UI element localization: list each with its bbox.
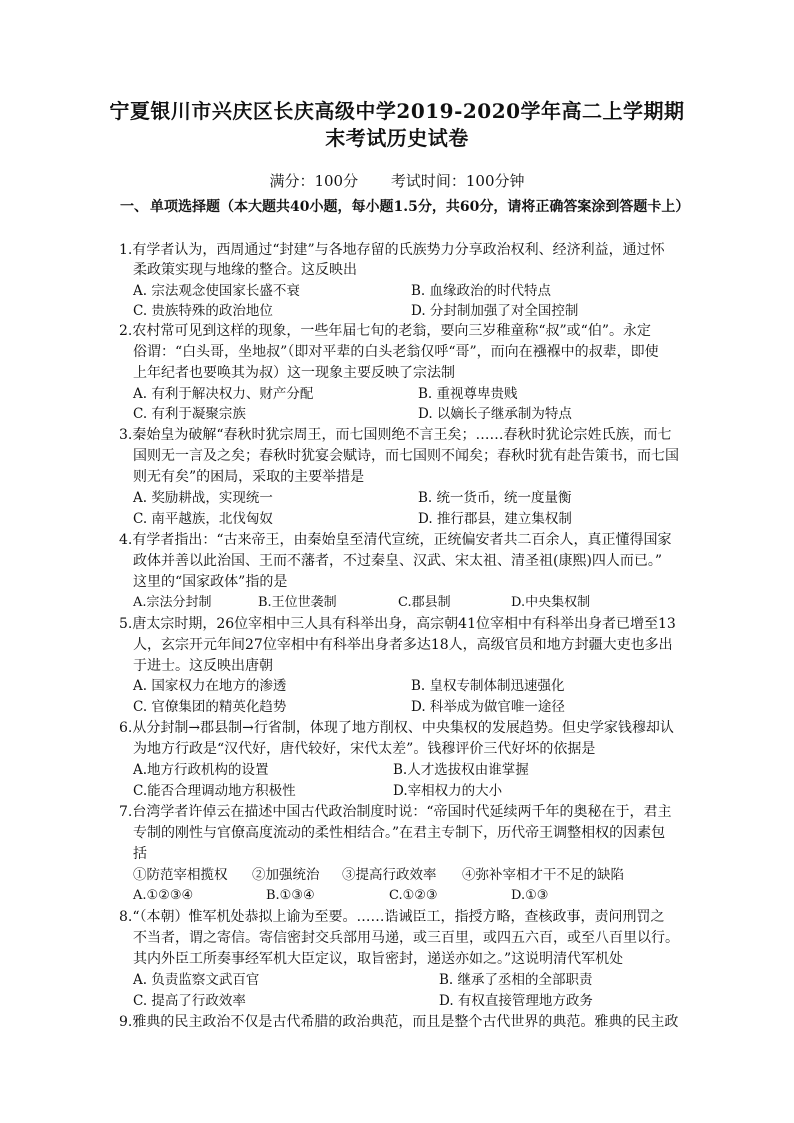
question-3-line3: 则无有矣”的困局，采取的主要举措是 bbox=[133, 469, 365, 485]
question-4-option-b: B.王位世袭制 bbox=[258, 595, 337, 610]
question-2-line3: 上年纪者也要唤其为叔）这一现象主要反映了宗法制 bbox=[133, 365, 455, 381]
question-2-line1: 2.农村常可见到这样的现象，一些年届七旬的老翁，要向三岁稚童称“叔”或“伯”。永定 bbox=[119, 323, 651, 339]
question-5-line3: 于进士。这反映出唐朝 bbox=[133, 658, 273, 674]
question-6-option-c: C.能否合理调动地方积极性 bbox=[133, 783, 296, 799]
question-3-option-d: D. 推行郡县，建立集权制 bbox=[418, 511, 572, 527]
question-3-option-a: A. 奖励耕战，实现统一 bbox=[133, 490, 273, 506]
question-8-option-a: A. 负责监察文武百官 bbox=[133, 972, 260, 988]
question-8-line2: 不当者，谓之寄信。寄信密封交兵部用马递，或三百里，或四五六百，或至八百里以行。 bbox=[133, 930, 679, 946]
question-6-option-a: A.地方行政机构的设置 bbox=[133, 762, 269, 778]
question-1-line2: 柔政策实现与地缘的整合。这反映出 bbox=[133, 262, 357, 278]
question-2-option-d: D. 以嫡长子继承制为特点 bbox=[418, 406, 572, 422]
question-2-option-c: C. 有利于凝聚宗族 bbox=[133, 406, 246, 422]
question-4-line2: 政体并善以此治国、王而不藩者，不过秦皇、汉武、宋太祖、清圣祖(康熙)四人而已。” bbox=[133, 553, 663, 569]
question-1-option-c: C. 贵族特殊的政治地位 bbox=[133, 303, 273, 319]
question-2-option-b: B. 重视尊卑贵贱 bbox=[418, 386, 518, 402]
question-7-item-2: ②加强统治 bbox=[252, 867, 320, 883]
question-6-line2: 为地方行政是“汉代好，唐代较好，宋代太差”。钱穆评价三代好坏的依据是 bbox=[133, 741, 596, 757]
question-6-option-d: D.宰相权力的大小 bbox=[393, 783, 503, 799]
question-1-option-d: D. 分封制加强了对全国控制 bbox=[411, 303, 579, 319]
section-number: 一、 bbox=[120, 199, 148, 215]
exam-title-line2: 末考试历史试卷 bbox=[325, 126, 469, 150]
question-7-option-b: B.①③④ bbox=[266, 888, 315, 903]
question-5-line1: 5.唐太宗时期，26位宰相中三人具有科举出身，高宗朝41位宰相中有科举出身者已增至13 bbox=[119, 616, 676, 632]
question-6-line1: 6.从分封制→郡县制→行省制，体现了地方削权、中央集权的发展趋势。但史学家钱穆却认 bbox=[119, 720, 674, 736]
full-score: 满分：100分 bbox=[269, 172, 359, 190]
question-5-option-c: C. 官僚集团的精英化趋势 bbox=[133, 699, 287, 715]
exam-meta bbox=[0, 170, 794, 191]
question-3-line1: 3.秦始皇为破解“春秋时犹宗周王，而七国则绝不言王矣；……春秋时犹论宗姓氏族，而七 bbox=[119, 427, 672, 443]
question-8-option-d: D. 有权直接管理地方政务 bbox=[439, 993, 593, 1009]
question-7-option-a: A.①②③④ bbox=[133, 888, 194, 903]
question-7-item-3: ③提高行政效率 bbox=[342, 867, 437, 883]
question-7-line2: 专制的刚性与官僚高度流动的柔性相结合。”在君主专制下，历代帝王调整相权的因素包 bbox=[133, 825, 666, 841]
question-4-line3: 这里的“国家政体”指的是 bbox=[133, 574, 288, 590]
section-heading bbox=[120, 196, 690, 218]
question-4-option-c: C.郡县制 bbox=[398, 595, 451, 610]
question-2-line2: 俗谓：“白头哥，坐地叔”（即对平辈的白头老翁仅呼“哥”，而向在襁褓中的叔辈，即使 bbox=[133, 344, 659, 360]
question-7-line3: 括 bbox=[133, 846, 147, 862]
question-1-option-b: B. 血缘政治的时代特点 bbox=[411, 283, 552, 299]
question-5-option-a: A. 国家权力在地方的渗透 bbox=[133, 678, 287, 694]
question-8-option-c: C. 提高了行政效率 bbox=[133, 993, 246, 1009]
question-5-line2: 人，玄宗开元年间27位宰相中有科举出身者多达18人，高级官员和地方封疆大吏也多出 bbox=[133, 637, 673, 653]
section-text: 单项选择题（本大题共40小题，每小题1.5分，共60分，请将正确答案涂到答题卡上） bbox=[150, 199, 690, 215]
question-2-option-a: A. 有利于解决权力、财产分配 bbox=[133, 386, 314, 402]
question-5-option-b: B. 皇权专制体制迅速强化 bbox=[411, 678, 565, 694]
question-6-option-b: B.人才选拔权由谁掌握 bbox=[393, 762, 529, 778]
exam-title-line1: 宁夏银川市兴庆区长庆高级中学2019-2020学年高二上学期期 bbox=[109, 99, 685, 123]
question-7-option-d: D.①③ bbox=[511, 888, 549, 903]
question-7-option-c: C.①②③ bbox=[389, 888, 438, 903]
question-7-item-4: ④弥补宰相才干不足的缺陷 bbox=[462, 867, 624, 883]
question-1-option-a: A. 宗法观念使国家长盛不衰 bbox=[133, 283, 300, 299]
question-8-option-b: B. 继承了丞相的全部职责 bbox=[439, 972, 593, 988]
question-3-line2: 国则无一言及之矣；春秋时犹宴会赋诗，而七国则不闻矣；春秋时犹有赴告策书，而七国 bbox=[133, 448, 679, 464]
question-7-line1: 7.台湾学者许倬云在描述中国古代政治制度时说：“帝国时代延续两千年的奥秘在于，君主 bbox=[119, 804, 672, 820]
exam-time: 考试时间：100分钟 bbox=[390, 172, 525, 190]
question-1-line1: 1.有学者认为，西周通过“封建”与各地存留的氏族势力分享政治权利、经济利益，通过怀 bbox=[119, 242, 665, 258]
question-4-option-a: A.宗法分封制 bbox=[133, 595, 212, 610]
question-8-line3: 其内外臣工所奏事经军机大臣定议，取旨密封，递送亦如之。”这说明清代军机处 bbox=[133, 951, 624, 967]
question-9-line1: 9.雅典的民主政治不仅是古代希腊的政治典范，而且是整个古代世界的典范。雅典的民主政 bbox=[119, 1014, 679, 1030]
question-3-option-c: C. 南平越族，北伐匈奴 bbox=[133, 511, 273, 527]
question-3-option-b: B. 统一货币，统一度量衡 bbox=[418, 490, 572, 506]
question-7-item-1: ①防范宰相揽权 bbox=[133, 867, 228, 883]
question-4-option-d: D.中央集权制 bbox=[511, 595, 591, 610]
question-8-line1: 8.“（本朝）惟军机处恭拟上谕为至要。……诰诫臣工，指授方略，查核政事，责问刑罚之 bbox=[119, 909, 665, 925]
question-5-option-d: D. 科举成为做官唯一途径 bbox=[411, 699, 565, 715]
question-4-line1: 4.有学者指出：“古来帝王，由秦始皇至清代宣统，正统偏安者共二百余人，真正懂得国家 bbox=[119, 532, 672, 548]
